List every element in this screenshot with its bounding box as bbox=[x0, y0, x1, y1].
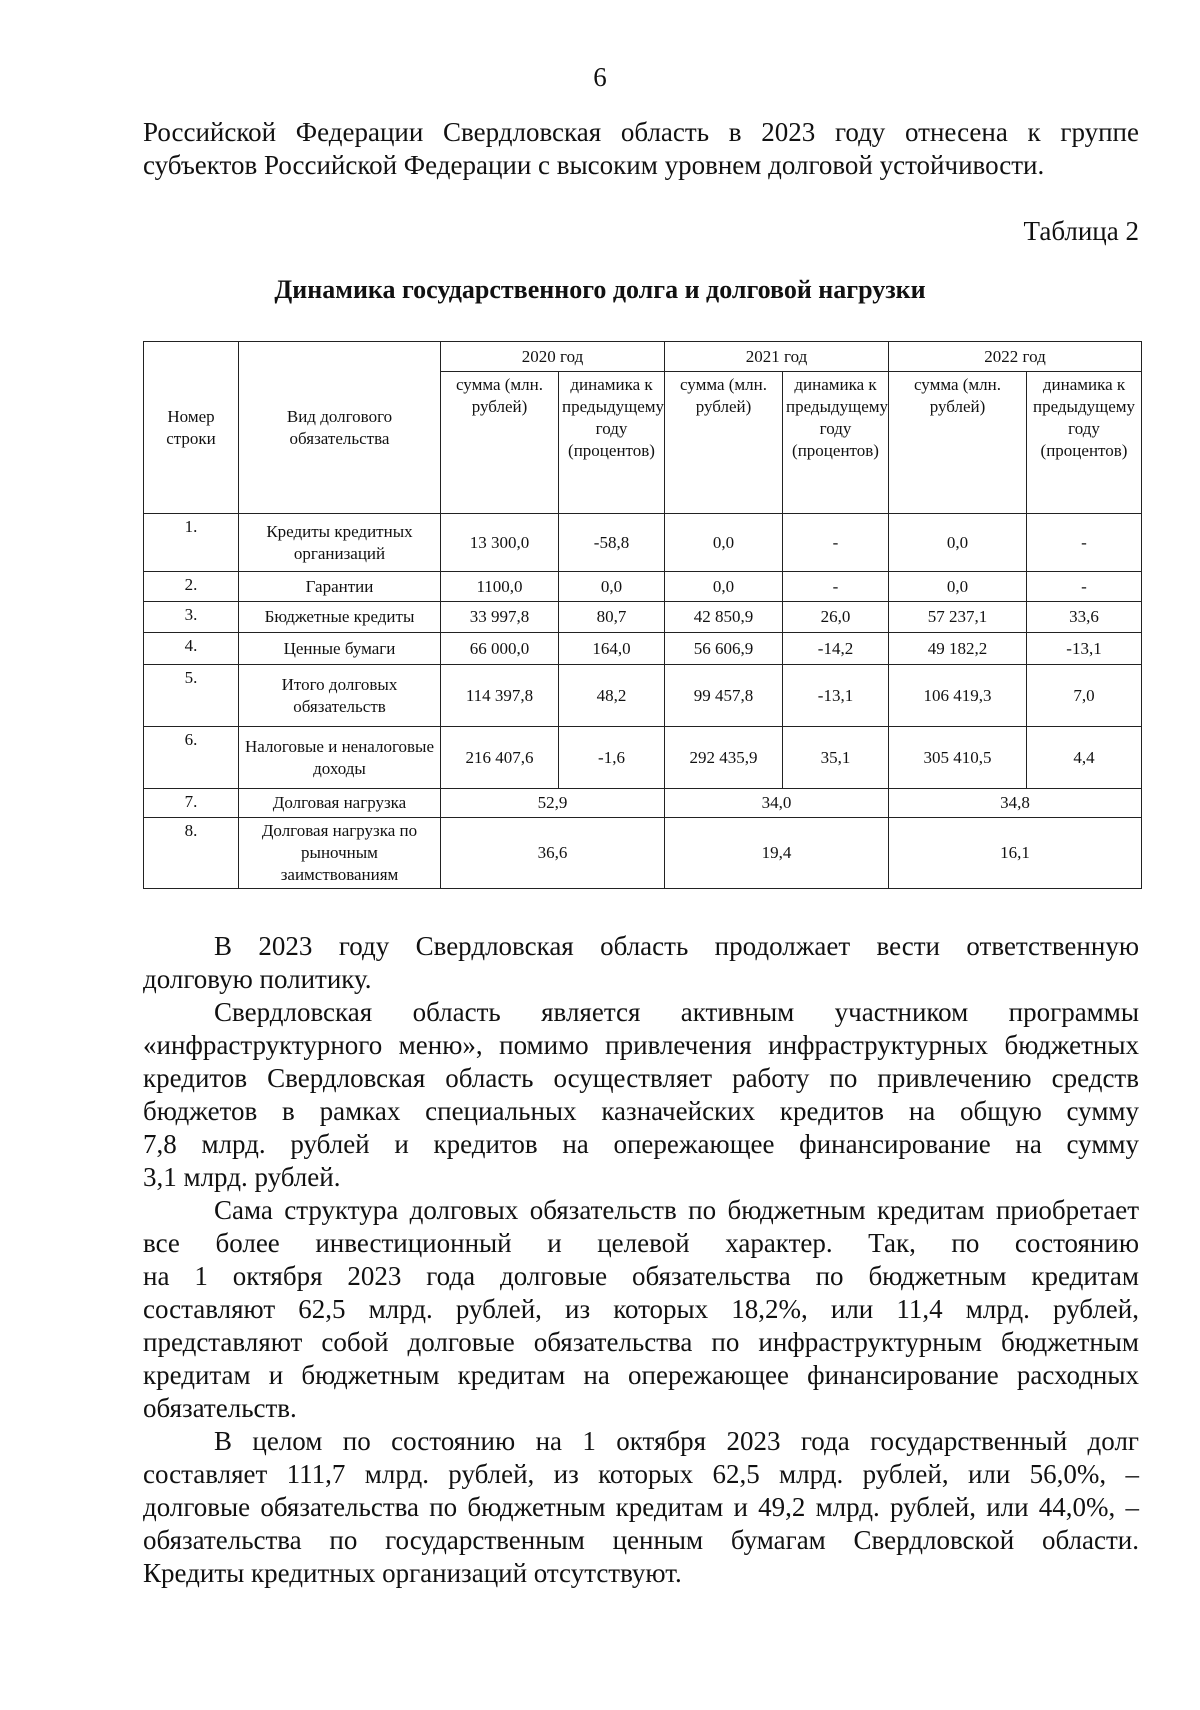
cell-dynamics: -13,1 bbox=[783, 665, 889, 727]
sum-subheader: сумма (млн. рублей) bbox=[889, 372, 1027, 514]
paragraph-1 bbox=[143, 930, 1139, 996]
row-label: Гарантии bbox=[239, 572, 441, 602]
text-line: В 2023 году Свердловская область продолжает вести ответственную bbox=[214, 931, 1139, 961]
cell-dynamics: 48,2 bbox=[559, 665, 665, 727]
dynamics-subheader: динамика к предыдущему году (процентов) bbox=[783, 372, 889, 514]
text-line: бюджетов в рамках специальных казначейских кредитов на общую сумму bbox=[143, 1096, 1139, 1126]
text-line: 3,1 млрд. рублей. bbox=[143, 1162, 341, 1192]
row-number: 8. bbox=[144, 818, 239, 889]
text-line: представляют собой долговые обязательства по инфраструктурным бюджетным bbox=[143, 1327, 1139, 1357]
row-label: Итого долговых обязательств bbox=[239, 665, 441, 727]
paragraph-4 bbox=[143, 1425, 1139, 1590]
table-row bbox=[144, 789, 1142, 818]
text-line: обязательства по государственным ценным бумагам Свердловской области. bbox=[143, 1525, 1139, 1555]
cell-sum: 0,0 bbox=[665, 514, 783, 572]
cell-sum: 292 435,9 bbox=[665, 727, 783, 789]
text-line: обязательств. bbox=[143, 1393, 297, 1423]
cell-merged: 16,1 bbox=[889, 818, 1142, 889]
row-label: Ценные бумаги bbox=[239, 633, 441, 665]
table-row bbox=[144, 514, 1142, 572]
cell-dynamics: -58,8 bbox=[559, 514, 665, 572]
cell-sum: 99 457,8 bbox=[665, 665, 783, 727]
cell-dynamics: 4,4 bbox=[1027, 727, 1142, 789]
page-number: 6 bbox=[593, 62, 607, 92]
cell-sum: 56 606,9 bbox=[665, 633, 783, 665]
table-row bbox=[144, 665, 1142, 727]
row-label: Долговая нагрузка bbox=[239, 789, 441, 818]
cell-dynamics: 7,0 bbox=[1027, 665, 1142, 727]
table-row bbox=[144, 633, 1142, 665]
cell-dynamics: 164,0 bbox=[559, 633, 665, 665]
text-line: Свердловская область является активным участником программы bbox=[214, 997, 1139, 1027]
col-row-number-header: Номер строки bbox=[144, 342, 239, 514]
cell-dynamics: 80,7 bbox=[559, 602, 665, 633]
text-line: Кредиты кредитных организаций отсутствуют. bbox=[143, 1558, 682, 1588]
text-line: Сама структура долговых обязательств по бюджетным кредитам приобретает bbox=[214, 1195, 1139, 1225]
cell-merged: 52,9 bbox=[441, 789, 665, 818]
row-label: Налоговые и неналоговые доходы bbox=[239, 727, 441, 789]
dynamics-subheader: динамика к предыдущему году (процентов) bbox=[1027, 372, 1142, 514]
cell-dynamics: -13,1 bbox=[1027, 633, 1142, 665]
text-line: кредитов Свердловская область осуществляет работу по привлечению средств bbox=[143, 1063, 1139, 1093]
table-row bbox=[144, 602, 1142, 633]
row-label: Кредиты кредитных организаций bbox=[239, 514, 441, 572]
cell-sum: 33 997,8 bbox=[441, 602, 559, 633]
row-number: 5. bbox=[144, 665, 239, 727]
table-header-row bbox=[144, 342, 1142, 372]
cell-dynamics: -1,6 bbox=[559, 727, 665, 789]
cell-merged: 34,8 bbox=[889, 789, 1142, 818]
table-row bbox=[144, 818, 1142, 889]
cell-dynamics: - bbox=[783, 572, 889, 602]
row-number: 1. bbox=[144, 514, 239, 572]
cell-sum: 13 300,0 bbox=[441, 514, 559, 572]
table-title: Динамика государственного долга и долговой нагрузки bbox=[274, 275, 926, 304]
text-line: субъектов Российской Федерации с высоким уровнем долговой устойчивости. bbox=[143, 150, 1045, 180]
cell-merged: 19,4 bbox=[665, 818, 889, 889]
year-header: 2021 год bbox=[665, 342, 889, 372]
text-line: кредитам и бюджетным кредитам на опережающее финансирование расходных bbox=[143, 1360, 1139, 1390]
row-number: 4. bbox=[144, 633, 239, 665]
cell-sum: 42 850,9 bbox=[665, 602, 783, 633]
cell-dynamics: 0,0 bbox=[559, 572, 665, 602]
row-label: Долговая нагрузка по рыночным заимствованиям bbox=[239, 818, 441, 889]
sum-subheader: сумма (млн. рублей) bbox=[441, 372, 559, 514]
cell-sum: 216 407,6 bbox=[441, 727, 559, 789]
text-line: «инфраструктурного меню», помимо привлечения инфраструктурных бюджетных bbox=[143, 1030, 1139, 1060]
cell-dynamics: - bbox=[1027, 572, 1142, 602]
cell-merged: 36,6 bbox=[441, 818, 665, 889]
text-line: 7,8 млрд. рублей и кредитов на опережающее финансирование на сумму bbox=[143, 1129, 1139, 1159]
cell-merged: 34,0 bbox=[665, 789, 889, 818]
year-header: 2020 год bbox=[441, 342, 665, 372]
cell-sum: 106 419,3 bbox=[889, 665, 1027, 727]
cell-sum: 114 397,8 bbox=[441, 665, 559, 727]
cell-dynamics: 35,1 bbox=[783, 727, 889, 789]
table-row bbox=[144, 572, 1142, 602]
cell-sum: 66 000,0 bbox=[441, 633, 559, 665]
paragraph-2 bbox=[143, 996, 1139, 1194]
cell-dynamics: - bbox=[783, 514, 889, 572]
cell-sum: 0,0 bbox=[889, 514, 1027, 572]
debt-table bbox=[143, 341, 1142, 889]
cell-dynamics: -14,2 bbox=[783, 633, 889, 665]
cell-sum: 1100,0 bbox=[441, 572, 559, 602]
text-line: составляет 111,7 млрд. рублей, из которых 62,5 млрд. рублей, или 56,0%, – bbox=[143, 1459, 1139, 1489]
sum-subheader: сумма (млн. рублей) bbox=[665, 372, 783, 514]
text-line: долговую политику. bbox=[143, 964, 372, 994]
table-row bbox=[144, 727, 1142, 789]
cell-sum: 49 182,2 bbox=[889, 633, 1027, 665]
row-label: Бюджетные кредиты bbox=[239, 602, 441, 633]
col-type-header: Вид долгового обязательства bbox=[239, 342, 441, 514]
text-line: составляют 62,5 млрд. рублей, из которых 18,2%, или 11,4 млрд. рублей, bbox=[143, 1294, 1139, 1324]
text-line: В целом по состоянию на 1 октября 2023 года государственный долг bbox=[214, 1426, 1139, 1456]
table-label: Таблица 2 bbox=[1023, 216, 1139, 246]
cell-sum: 57 237,1 bbox=[889, 602, 1027, 633]
text-line: все более инвестиционный и целевой характер. Так, по состоянию bbox=[143, 1228, 1139, 1258]
intro-paragraph bbox=[143, 116, 1139, 182]
paragraph-3 bbox=[143, 1194, 1139, 1425]
text-line: долговые обязательства по бюджетным кредитам и 49,2 млрд. рублей, или 44,0%, – bbox=[143, 1492, 1139, 1522]
cell-sum: 0,0 bbox=[665, 572, 783, 602]
dynamics-subheader: динамика к предыдущему году (процентов) bbox=[559, 372, 665, 514]
cell-sum: 305 410,5 bbox=[889, 727, 1027, 789]
row-number: 7. bbox=[144, 789, 239, 818]
text-line: Российской Федерации Свердловская область в 2023 году отнесена к группе bbox=[143, 117, 1139, 147]
year-header: 2022 год bbox=[889, 342, 1142, 372]
row-number: 2. bbox=[144, 572, 239, 602]
cell-sum: 0,0 bbox=[889, 572, 1027, 602]
cell-dynamics: 26,0 bbox=[783, 602, 889, 633]
cell-dynamics: - bbox=[1027, 514, 1142, 572]
text-line: на 1 октября 2023 года долговые обязательства по бюджетным кредитам bbox=[143, 1261, 1139, 1291]
row-number: 6. bbox=[144, 727, 239, 789]
cell-dynamics: 33,6 bbox=[1027, 602, 1142, 633]
row-number: 3. bbox=[144, 602, 239, 633]
